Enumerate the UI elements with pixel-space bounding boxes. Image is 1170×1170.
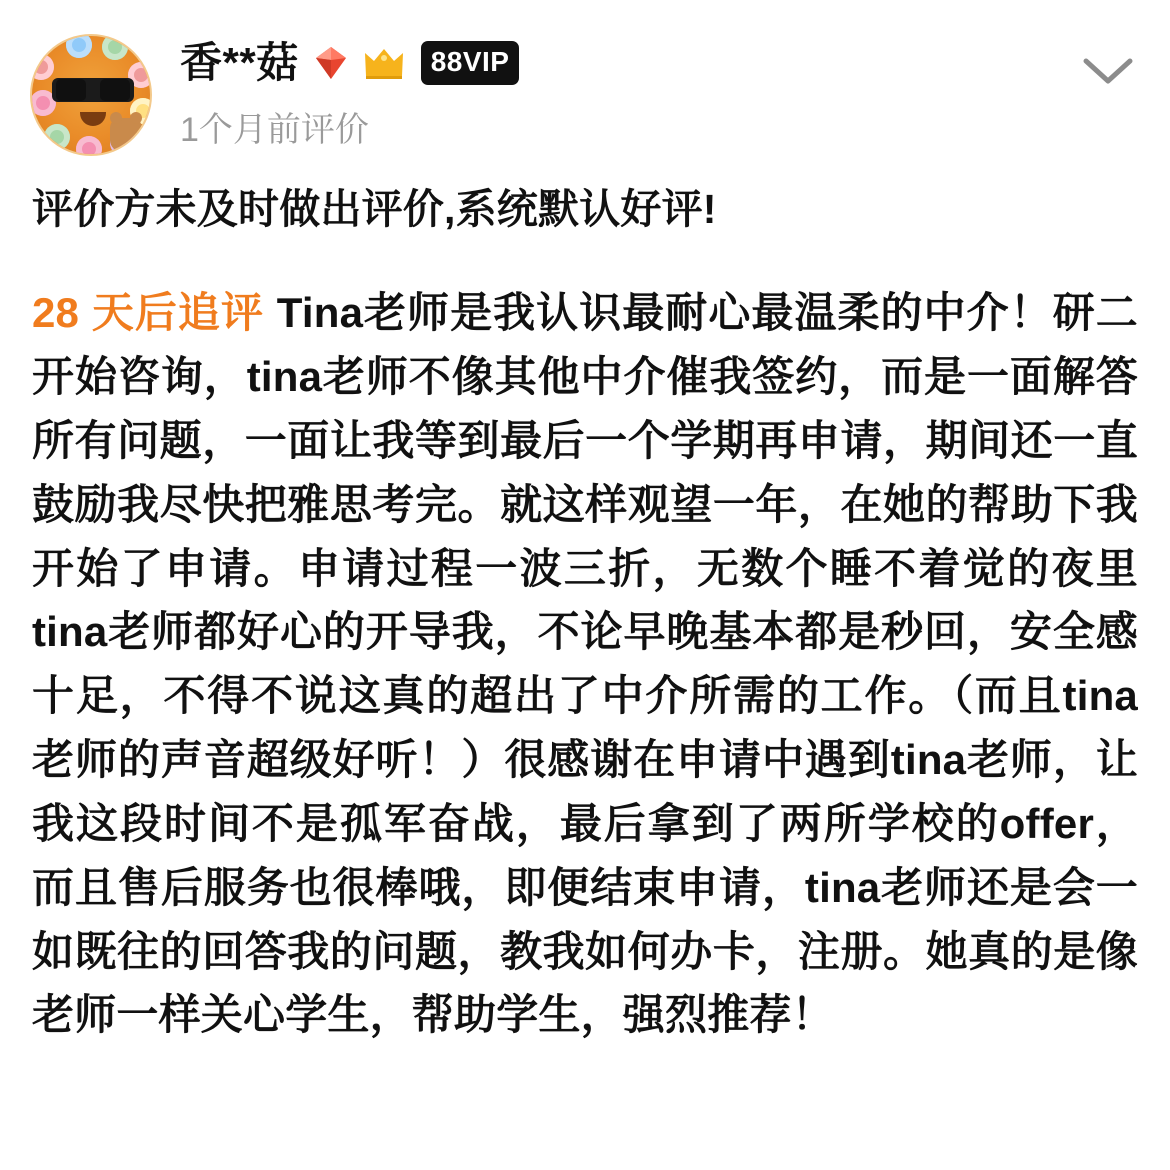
teddy-bear-icon [110,118,142,152]
review-body [0,156,1170,1047]
gem-icon [315,46,347,80]
user-info [180,34,519,151]
append-text: Tina老师是我认识最耐心最温柔的中介！研二开始咨询，tina老师不像其他中介催我签约，而是一面解答所有问题，一面让我等到最后一个学期再申请，期间还一直鼓励我尽快把雅思考完。就这样观望一年，在她的帮助下我开始了申请。申请过程一波三折，无数个睡不着觉的夜里tina老师都好心的开导我，不论早晚基本都是秒回，安全感十足，不得不说这真的超出了中介所需的工作。（而且tina老师的声音超级好听！）很感谢在申请中遇到tina老师，让我这段时间不是孤军奋战，最后拿到了两所学校的offer，而且售后服务也很棒哦，即便结束申请，tina老师还是会一如既往的回答我的问题，教我如何办卡，注册。她真的是像老师一样关心学生，帮助学生，强烈推荐！ [32,289,1138,1039]
append-label: 28 天后追评 [32,289,265,337]
sunglasses-icon [52,78,134,102]
chevron-down-icon[interactable] [1080,52,1136,88]
username: 香**菇 [180,39,299,86]
review-timestamp: 1个月前评价 [180,111,369,150]
initial-review-text: 评价方未及时做出评价,系统默认好评! [32,186,717,232]
appended-review [32,281,1138,1047]
crown-icon [363,46,405,80]
username-row [180,40,519,86]
status-badge: 88VIP [421,41,520,85]
avatar[interactable] [30,34,152,156]
review-header [0,0,1170,156]
